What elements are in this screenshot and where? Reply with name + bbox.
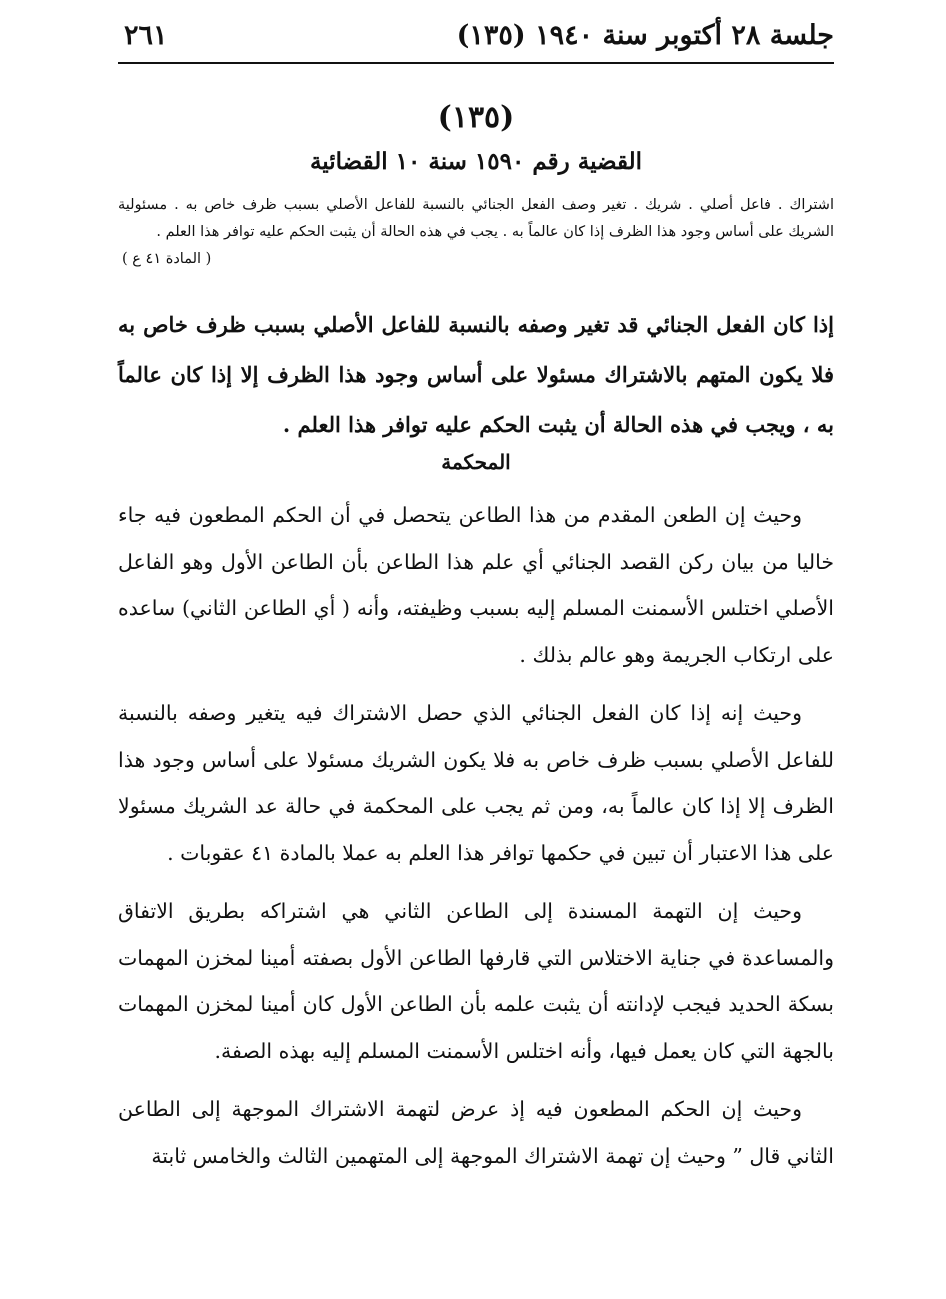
legal-principle: إذا كان الفعل الجنائي قد تغير وصفه بالنسبة للفاعل الأصلي بسبب ظرف خاص به فلا يكون المتهم بالاشتراك مسئولا على أساس وجود هذا الظرف إلا إذا كان عالماً به ، ويجب في هذه الحالة أن يثبت الحكم عليه توافر هذا العلم .: [118, 312, 834, 437]
page-number: ٢٦١: [124, 20, 168, 51]
document-page: [118, 0, 834, 1299]
page-header: [118, 14, 834, 58]
reasoning-paragraph: وحيث إن الطعن المقدم من هذا الطاعن يتحصل في أن الحكم المطعون فيه جاء خاليا من بيان ركن القصد الجنائي أي علم هذا الطاعن بأن الطاعن الأول وهو الفاعل الأصلي اختلس الأسمنت المسلم إليه بسبب وظيفته، وأنه ( أي الطاعن الثاني) ساعده على ارتكاب الجريمة وهو عالم بذلك .: [118, 503, 834, 667]
court-reasoning: [118, 492, 834, 1191]
reasoning-paragraph: وحيث إن الحكم المطعون فيه إذ عرض لتهمة الاشتراك الموجهة إلى الطاعن الثاني قال ” وحيث إن تهمة الاشتراك الموجهة إلى المتهمين الثالث والخامس ثابتة: [118, 1097, 834, 1168]
article-reference: ( المادة ٤١ ع ): [122, 251, 212, 267]
reasoning-paragraph: وحيث إن التهمة المسندة إلى الطاعن الثاني هي اشتراكه بطريق الاتفاق والمساعدة في جناية الاختلاس التي قارفها الطاعن الأول بصفته أمينا لمخزن المهمات بسكة الحديد فيجب لإدانته أن يثبت علمه بأن الطاعن الأول كان أمينا لمخزن المهمات بالجهة التي كان يعمل فيها، وأنه اختلس الأسمنت المسلم إليه بهذه الصفة.: [118, 899, 834, 1063]
summary-text: اشتراك . فاعل أصلي . شريك . تغير وصف الفعل الجنائي بالنسبة للفاعل الأصلي بسبب ظرف خاص به . مسئولية الشريك على أساس وجود هذا الظرف إذا كان عالماً به . يجب في هذه الحالة أن يثبت الحكم عليه توافر هذا العلم .: [118, 197, 834, 240]
court-heading: المحكمة: [441, 450, 511, 474]
ruling-number: (١٣٥): [437, 100, 515, 135]
case-title: القضية رقم ١٥٩٠ سنة ١٠ القضائية: [309, 148, 643, 175]
header-divider: [118, 62, 834, 64]
running-header-title: جلسة ٢٨ أكتوبر سنة ١٩٤٠ (١٣٥): [456, 20, 834, 51]
case-summary: [118, 192, 834, 273]
reasoning-paragraph: وحيث إنه إذا كان الفعل الجنائي الذي حصل الاشتراك فيه يتغير وصفه بالنسبة للفاعل الأصلي بسبب ظرف خاص به فلا يكون الشريك مسئولا على أساس وجود هذا الظرف إلا إذا كان عالماً به، ومن ثم يجب على المحكمة في حالة عد الشريك مسئولا على هذا الاعتبار أن تبين في حكمها توافر هذا العلم به عملا بالمادة ٤١ عقوبات .: [118, 701, 834, 865]
